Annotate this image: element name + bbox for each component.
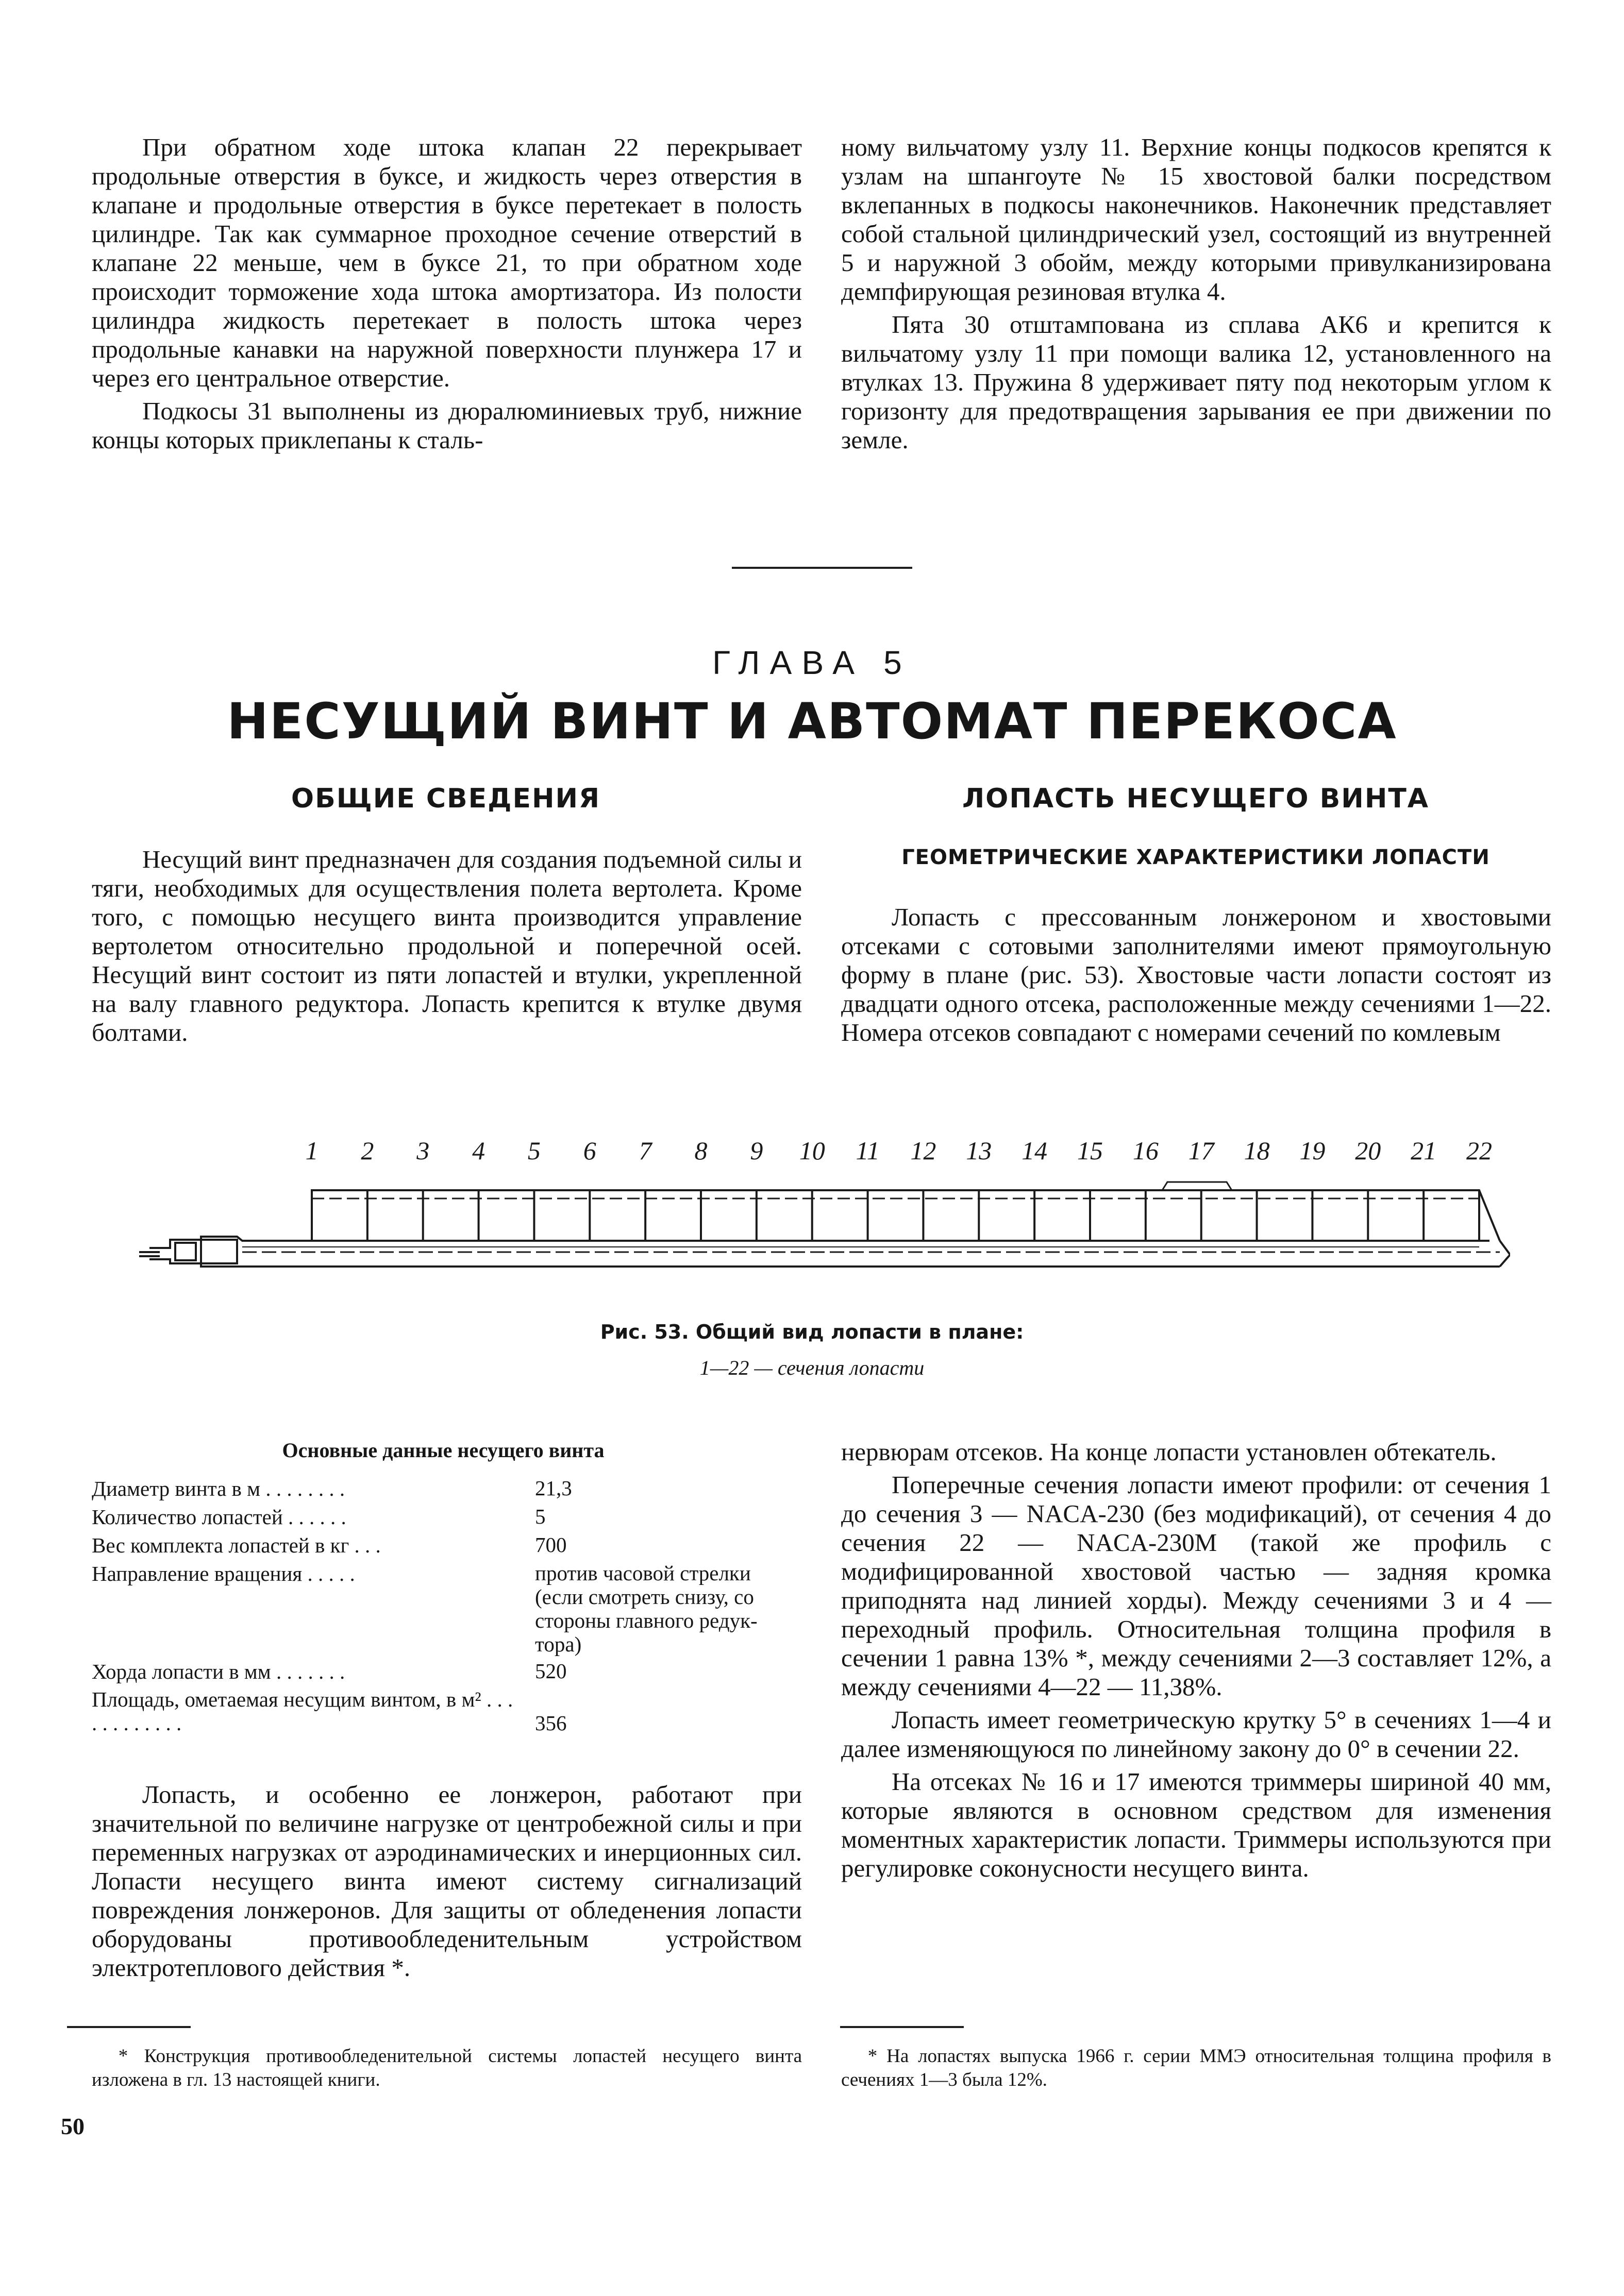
specs-table [92, 1476, 803, 1738]
section-label: 17 [1188, 1136, 1214, 1165]
spec-value: 5 [535, 1505, 546, 1528]
section-label: 21 [1411, 1136, 1437, 1165]
divider [732, 567, 912, 569]
paragraph: Пята 30 отштампована из сплава АК6 и крепится к вильчатому узлу 11 при помощи валика 12, установленного на втулках 13. Пружина 8 удерживает пяту под некоторым углом к горизонту для предотвращения зарывания ее при движении по земле. [841, 310, 1551, 454]
section-label: 15 [1077, 1136, 1103, 1165]
paragraph: нервюрам отсеков. На конце лопасти установлен обтекатель. [841, 1438, 1497, 1466]
section-label: 1 [305, 1136, 319, 1165]
page-number: 50 [61, 2113, 85, 2139]
subsection-heading: ГЕОМЕТРИЧЕСКИЕ ХАРАКТЕРИСТИКИ ЛОПАСТИ [901, 846, 1490, 869]
figure-caption-legend: 1—22 — сечения лопасти [699, 1356, 925, 1379]
section-label: 20 [1355, 1136, 1381, 1165]
blade-tip [1500, 1241, 1510, 1267]
paragraph: При обратном ходе штока клапан 22 перекрывает продольные отверстия в буксе, и жидкость через отверстия в клапане и продольные отверстия в буксе перетекает в полость цилиндре. Так как суммарное проходное сечение отверстий в клапане 22 меньше, чем в буксе 21, то при обратном ходе происходит торможение хода штока амортизатора. Из полости цилиндра жидкость перетекает в полость штока через продольные канавки на наружной поверхности плунжера 17 и через его центральное отверстие. [92, 133, 802, 392]
footnote-text: * Конструкция противообледенительной системы лопастей несущего винта изложена в гл. 13 настоящей книги. [92, 2046, 802, 2090]
footnote-text: * На лопастях выпуска 1966 г. серии ММЭ относительная толщина профиля в сечениях 1—3 была 12%. [841, 2046, 1551, 2090]
section-label: 8 [694, 1136, 708, 1165]
section-label: 2 [361, 1136, 374, 1165]
section-label: 7 [639, 1136, 652, 1165]
section-label: 16 [1132, 1136, 1159, 1165]
spec-value: 21,3 [535, 1476, 572, 1500]
paragraph: Несущий винт предназначен для создания подъемной силы и тяги, необходимых для осуществления полета вертолета. Кроме того, с помощью несущего винта производится управление вертолетом относительно продольной и поперечной осей. Несущий винт состоит из пяти лопастей и втулки, укрепленной на валу главного редуктора. Лопасть крепится к втулке двумя болтами. [92, 845, 802, 1046]
section-label: 11 [856, 1136, 880, 1165]
section-label: 9 [750, 1136, 763, 1165]
section-label: 13 [966, 1136, 992, 1165]
spec-label: Площадь, ометаемая несущим винтом, в м² . . . . . . . . . . . . [92, 1687, 513, 1735]
spec-label: Направление вращения . . . . . [92, 1562, 355, 1585]
paragraph: Поперечные сечения лопасти имеют профили: от сечения 1 до сечения 3 — NACA-230 (без модификаций), от сечения 4 до сечения 22 — NACA-230M (такой же профиль с модифицированной хвостовой частью — задняя кромка приподнята над линией хорды). Между сечениями 3 и 4 — переходный профиль. Относительная толщина профиля в сечении 1 равна 13% *, между сечениями 2—3 составляет 12%, а между сечениями 4—22 — 11,38%. [841, 1471, 1551, 1701]
spec-row [92, 1505, 803, 1530]
trimmer-tab [1162, 1182, 1232, 1190]
section-labels [306, 1136, 1493, 1165]
section-label: 5 [527, 1136, 541, 1165]
figure-caption-title: Рис. 53. Общий вид лопасти в плане: [600, 1321, 1024, 1343]
paragraph: Подкосы 31 выполнены из дюралюминиевых труб, нижние концы которых приклепаны к сталь- [92, 397, 802, 454]
spec-label: Диаметр винта в м . . . . . . . . [92, 1477, 345, 1500]
paragraph: Лопасть, и особенно ее лонжерон, работают при значительной по величине нагрузке от центробежной силы и при переменных нагрузках от аэродинамических и инерционных сил. Лопасти несущего винта имеют систему сигнализаций повреждения лонжеронов. Для защиты от обледенения лопасти оборудованы противообледенительным устройством электротеплового действия *. [92, 1780, 802, 1982]
lower-left-column [92, 1780, 802, 1982]
section-label: 6 [583, 1136, 596, 1165]
section-label: 3 [416, 1136, 430, 1165]
paragraph: Лопасть имеет геометрическую крутку 5° в сечениях 1—4 и далее изменяющуюся по линейному закону до 0° в сечении 22. [841, 1706, 1551, 1763]
spec-row [92, 1533, 803, 1558]
spec-row [92, 1659, 803, 1684]
blade-planform-figure [139, 1128, 1510, 1278]
spec-label: Количество лопастей . . . . . . [92, 1505, 346, 1529]
spar-leading-edge [149, 1237, 1489, 1248]
spec-label: Вес комплекта лопастей в кг . . . [92, 1533, 381, 1557]
spec-value: 356 [535, 1711, 567, 1735]
chapter-number: ГЛАВА 5 [712, 644, 912, 681]
spec-value: 700 [535, 1533, 567, 1557]
blade-text [841, 903, 1551, 1047]
section-label: 22 [1466, 1136, 1492, 1165]
section-label: 4 [472, 1136, 485, 1165]
section-label: 10 [799, 1136, 825, 1165]
specs-title: Основные данные несущего винта [282, 1439, 605, 1462]
paragraph: Лопасть с прессованным лонжероном и хвостовыми отсеками с сотовыми заполнителями имеют прямоугольную форму в плане (рис. 53). Хвостовые части лопасти состоят из двадцати одного отсека, расположенные между сечениями 1—22. Номера отсеков совпадают с номерами сечений по комлевым [841, 903, 1551, 1046]
lower-right-column [841, 1438, 1551, 1883]
paragraph: ному вильчатому узлу 11. Верхние концы подкосов крепятся к узлам на шпангоуте № 15 хвостовой балки посредством вклепанных в подкосы наконечников. Наконечник представляет собой стальной цилиндрический узел, состоящий из внутренней 5 и наружной 3 обойм, между которыми привулканизирована демпфирующая резиновая втулка 4. [841, 133, 1551, 306]
spec-label: Хорда лопасти в мм . . . . . . . [92, 1660, 345, 1683]
spec-row [92, 1476, 803, 1501]
footnote-divider [67, 2026, 191, 2028]
general-text [92, 845, 802, 1047]
spec-row [92, 1561, 803, 1656]
footnote-right [841, 2045, 1551, 2092]
spec-value: 520 [535, 1659, 567, 1683]
section-heading-blade: ЛОПАСТЬ НЕСУЩЕГО ВИНТА [962, 783, 1430, 814]
top-left-column [92, 133, 802, 454]
section-label: 19 [1299, 1136, 1326, 1165]
footnote-divider [840, 2026, 964, 2028]
chapter-title: НЕСУЩИЙ ВИНТ И АВТОМАТ ПЕРЕКОСА [227, 693, 1397, 750]
section-label: 12 [910, 1136, 936, 1165]
spar-lower-edge [149, 1259, 1500, 1267]
section-label: 14 [1022, 1136, 1048, 1165]
paragraph: На отсеках № 16 и 17 имеются триммеры шириной 40 мм, которые являются в основном средством для изменения моментных характеристик лопасти. Триммеры используются при регулировке соконусности несущего винта. [841, 1767, 1551, 1882]
spec-value: против часовой стрелки (если смотреть снизу, со стороны главного редук- тора) [535, 1561, 758, 1656]
footnote-left [92, 2045, 802, 2092]
spec-row [92, 1687, 803, 1735]
top-right-column [841, 133, 1551, 454]
section-heading-general: ОБЩИЕ СВЕДЕНИЯ [291, 783, 601, 814]
section-label: 18 [1244, 1136, 1270, 1165]
